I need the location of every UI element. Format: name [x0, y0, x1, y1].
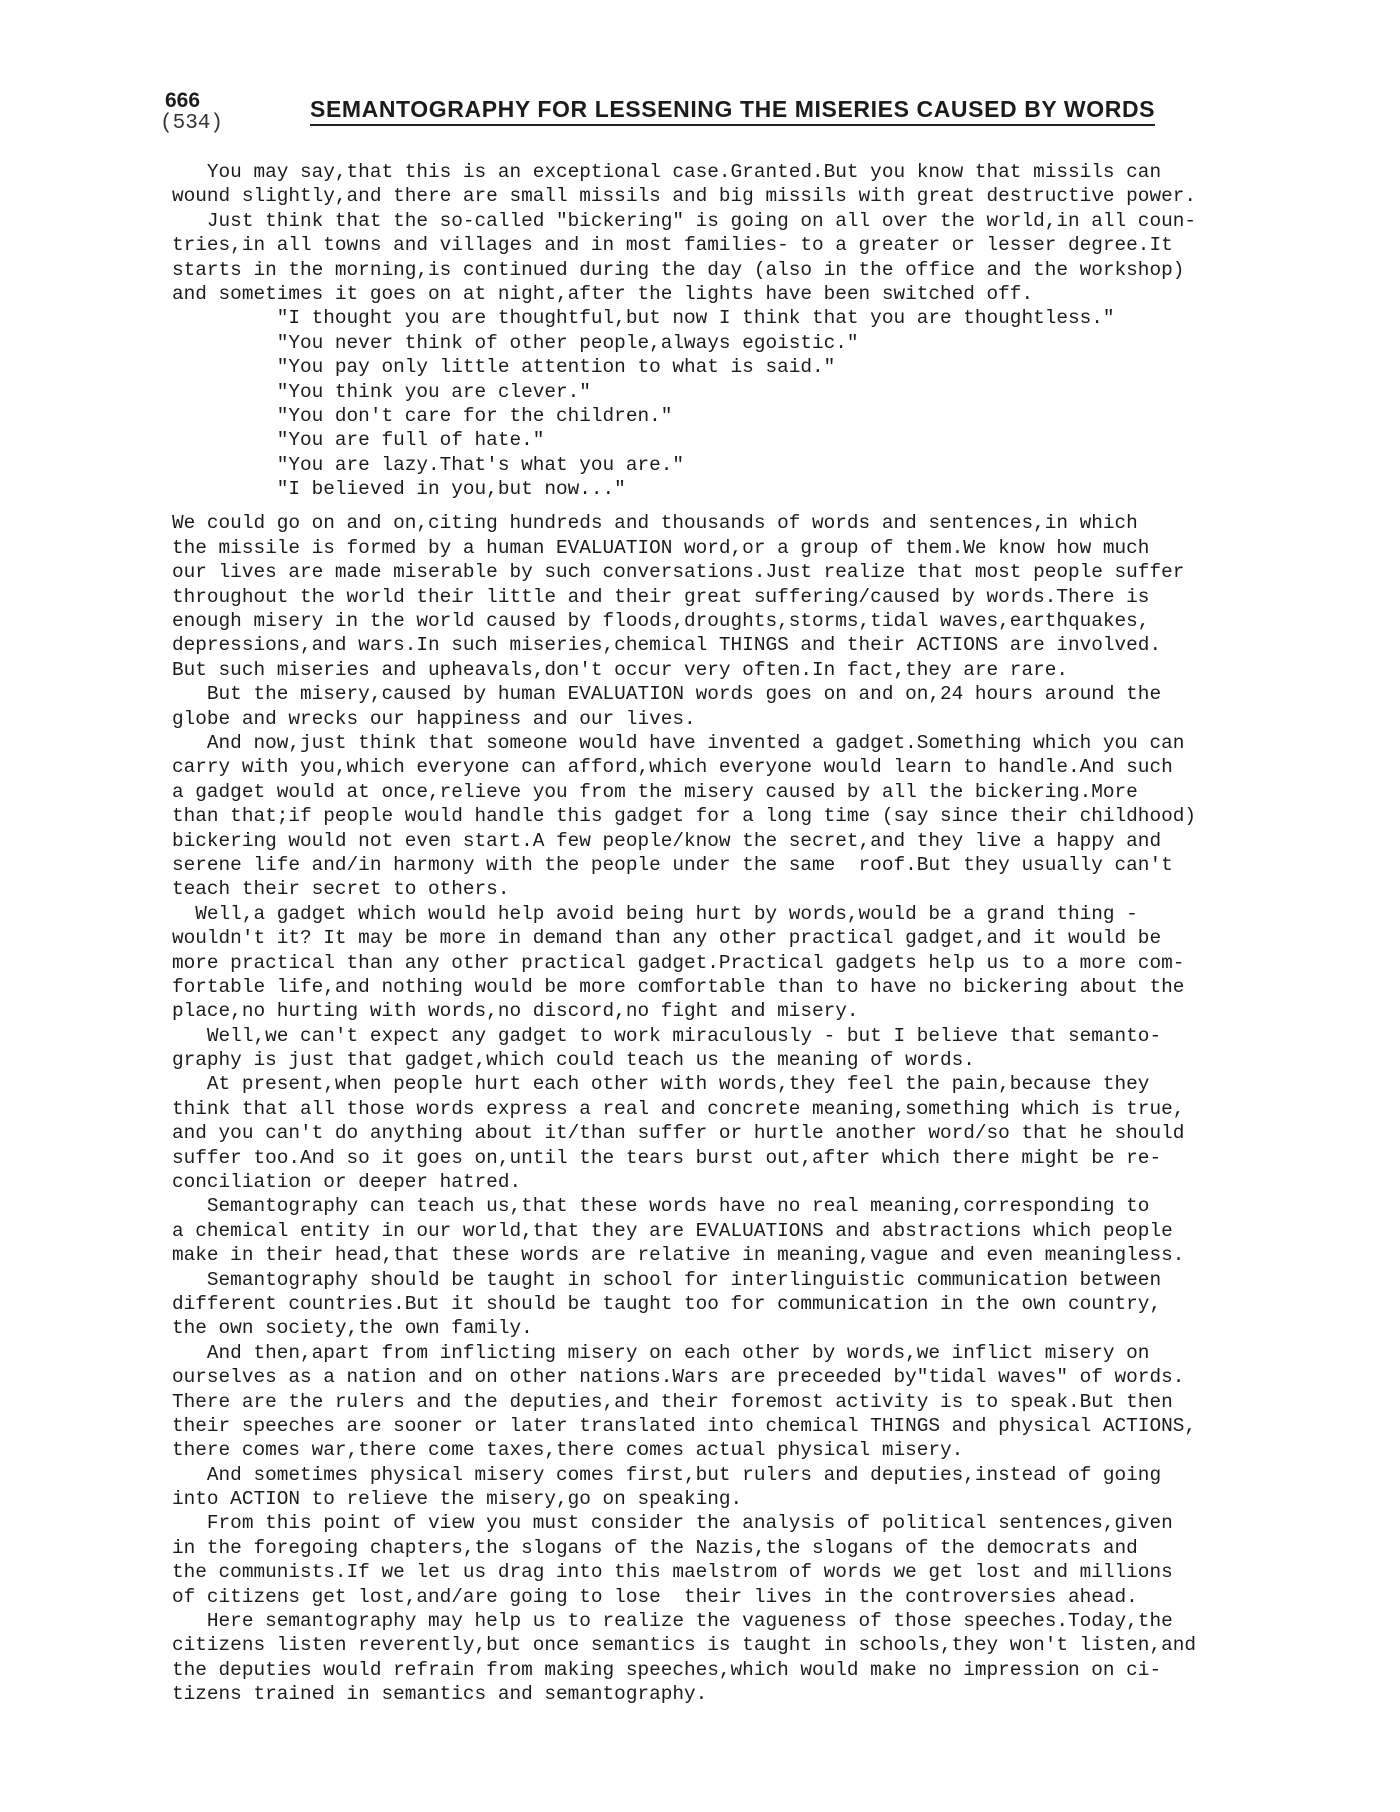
text-line: And then,apart from inflicting misery on each other by words,we inflict misery on — [172, 1341, 1150, 1364]
text-line: and sometimes it goes on at night,after the lights have been switched off. — [172, 282, 1034, 305]
text-line: throughout the world their little and their great suffering/caused by words.There is — [172, 585, 1150, 608]
text-line: Well,we can't expect any gadget to work miraculously - but I believe that semanto- — [172, 1024, 1162, 1047]
text-line: Just think that the so-called "bickering" is going on all over the world,in all coun- — [172, 209, 1196, 232]
text-line: a gadget would at once,relieve you from the misery caused by all the bickering.More — [172, 780, 1138, 803]
text-line: into ACTION to relieve the misery,go on speaking. — [172, 1488, 743, 1511]
text-line: You may say,that this is an exceptional case.Granted.But you know that missils can — [172, 161, 1162, 183]
text-line: "You think you are clever." — [172, 380, 591, 403]
text-line: serene life and/in harmony with the people under the same roof.But they usually can't — [172, 853, 1173, 876]
text-line: And now,just think that someone would have invented a gadget.Something which you can — [172, 731, 1185, 754]
text-line: suffer too.And so it goes on,until the tears burst out,after which there might be re- — [172, 1146, 1162, 1169]
text-line: and you can't do anything about it/than suffer or hurtle another word/so that he should — [172, 1122, 1185, 1145]
text-line: of citizens get lost,and/are going to lose their lives in the controversies ahead. — [172, 1585, 1138, 1608]
text-line: From this point of view you must consider the analysis of political sentences,given — [172, 1512, 1173, 1535]
text-line: more practical than any other practical gadget.Practical gadgets help us to a more com- — [172, 951, 1185, 974]
text-line: graphy is just that gadget,which could teach us the meaning of words. — [172, 1049, 975, 1072]
text-line: "You are full of hate." — [172, 429, 545, 452]
text-line: tizens trained in semantics and semantography. — [172, 1683, 708, 1706]
text-line: wouldn't it? It may be more in demand than any other practical gadget,and it would be — [172, 927, 1162, 950]
text-line: carry with you,which everyone can afford,which everyone would learn to handle.And such — [172, 756, 1173, 779]
text-line: a chemical entity in our world,that they are EVALUATIONS and abstractions which people — [172, 1219, 1173, 1242]
text-line: place,no hurting with words,no discord,no fight and misery. — [172, 1000, 859, 1023]
text-line: depressions,and wars.In such miseries,chemical THINGS and their ACTIONS are involved. — [172, 634, 1162, 657]
body-text — [172, 160, 1257, 1707]
text-line: "You don't care for the children." — [172, 404, 673, 427]
text-line: conciliation or deeper hatred. — [172, 1171, 522, 1194]
text-line: globe and wrecks our happiness and our lives. — [172, 707, 696, 730]
text-line: But the misery,caused by human EVALUATION words goes on and on,24 hours around the — [172, 683, 1162, 706]
text-line: the missile is formed by a human EVALUATION word,or a group of them.We know how much — [172, 536, 1150, 559]
text-line: different countries.But it should be taught too for communication in the own country, — [172, 1292, 1162, 1315]
text-line: "You pay only little attention to what is said." — [172, 356, 836, 379]
text-line: starts in the morning,is continued during the day (also in the office and the workshop) — [172, 258, 1185, 281]
text-line: the deputies would refrain from making speeches,which would make no impression on ci- — [172, 1658, 1162, 1681]
text-line: in the foregoing chapters,the slogans of the Nazis,the slogans of the democrats and — [172, 1536, 1138, 1559]
text-line: the communists.If we let us drag into this maelstrom of words we get lost and millions — [172, 1561, 1173, 1584]
text-line: Semantography should be taught in school for interlinguistic communication between — [172, 1268, 1162, 1291]
running-head-title: SEMANTOGRAPHY FOR LESSENING THE MISERIES CAUSED BY WORDS — [310, 96, 1155, 126]
text-line: the own society,the own family. — [172, 1317, 533, 1340]
text-line: "I thought you are thoughtful,but now I think that you are thoughtless." — [172, 307, 1115, 330]
text-line: We could go on and on,citing hundreds and thousands of words and sentences,in which — [172, 512, 1138, 535]
text-line: "I believed in you,but now..." — [172, 478, 626, 501]
text-line: enough misery in the world caused by floods,droughts,storms,tidal waves,earthquakes, — [172, 610, 1150, 633]
text-line: there comes war,there come taxes,there comes actual physical misery. — [172, 1439, 964, 1462]
page-number: 666 — [165, 89, 201, 112]
text-line: At present,when people hurt each other with words,they feel the pain,because they — [172, 1073, 1150, 1096]
text-line: teach their secret to others. — [172, 878, 510, 901]
original-page-number: (534) — [160, 112, 224, 135]
text-line: Well,a gadget which would help avoid being hurt by words,would be a grand thing - — [172, 902, 1138, 925]
paragraph-gap — [172, 501, 1257, 511]
text-line: "You are lazy.That's what you are." — [172, 453, 684, 476]
text-line: bickering would not even start.A few people/know the secret,and they live a happy and — [172, 829, 1162, 852]
text-line: make in their head,that these words are relative in meaning,vague and even meaningless. — [172, 1244, 1185, 1267]
text-line: think that all those words express a real and concrete meaning,something which is true, — [172, 1097, 1185, 1120]
text-line: citizens listen reverently,but once semantics is taught in schools,they won't listen,and — [172, 1634, 1196, 1657]
text-line: than that;if people would handle this gadget for a long time (say since their childhood) — [172, 805, 1196, 828]
text-line: Here semantography may help us to realize the vagueness of those speeches.Today,the — [172, 1610, 1173, 1633]
text-line: fortable life,and nothing would be more comfortable than to have no bickering about the — [172, 975, 1185, 998]
text-line: ourselves as a nation and on other nations.Wars are preceeded by"tidal waves" of words. — [172, 1366, 1185, 1389]
text-line: Semantography can teach us,that these words have no real meaning,corresponding to — [172, 1195, 1150, 1218]
text-line: wound slightly,and there are small missils and big missils with great destructive power. — [172, 185, 1196, 208]
text-line: And sometimes physical misery comes first,but rulers and deputies,instead of going — [172, 1463, 1162, 1486]
text-line: their speeches are sooner or later translated into chemical THINGS and physical ACTIONS, — [172, 1414, 1196, 1437]
text-line: "You never think of other people,always egoistic." — [172, 331, 859, 354]
text-line: tries,in all towns and villages and in most families- to a greater or lesser degree.It — [172, 234, 1173, 257]
text-line: There are the rulers and the deputies,and their foremost activity is to speak.But then — [172, 1390, 1173, 1413]
text-line: our lives are made miserable by such conversations.Just realize that most people suffer — [172, 561, 1185, 584]
text-line: But such miseries and upheavals,don't occur very often.In fact,they are rare. — [172, 658, 1068, 681]
